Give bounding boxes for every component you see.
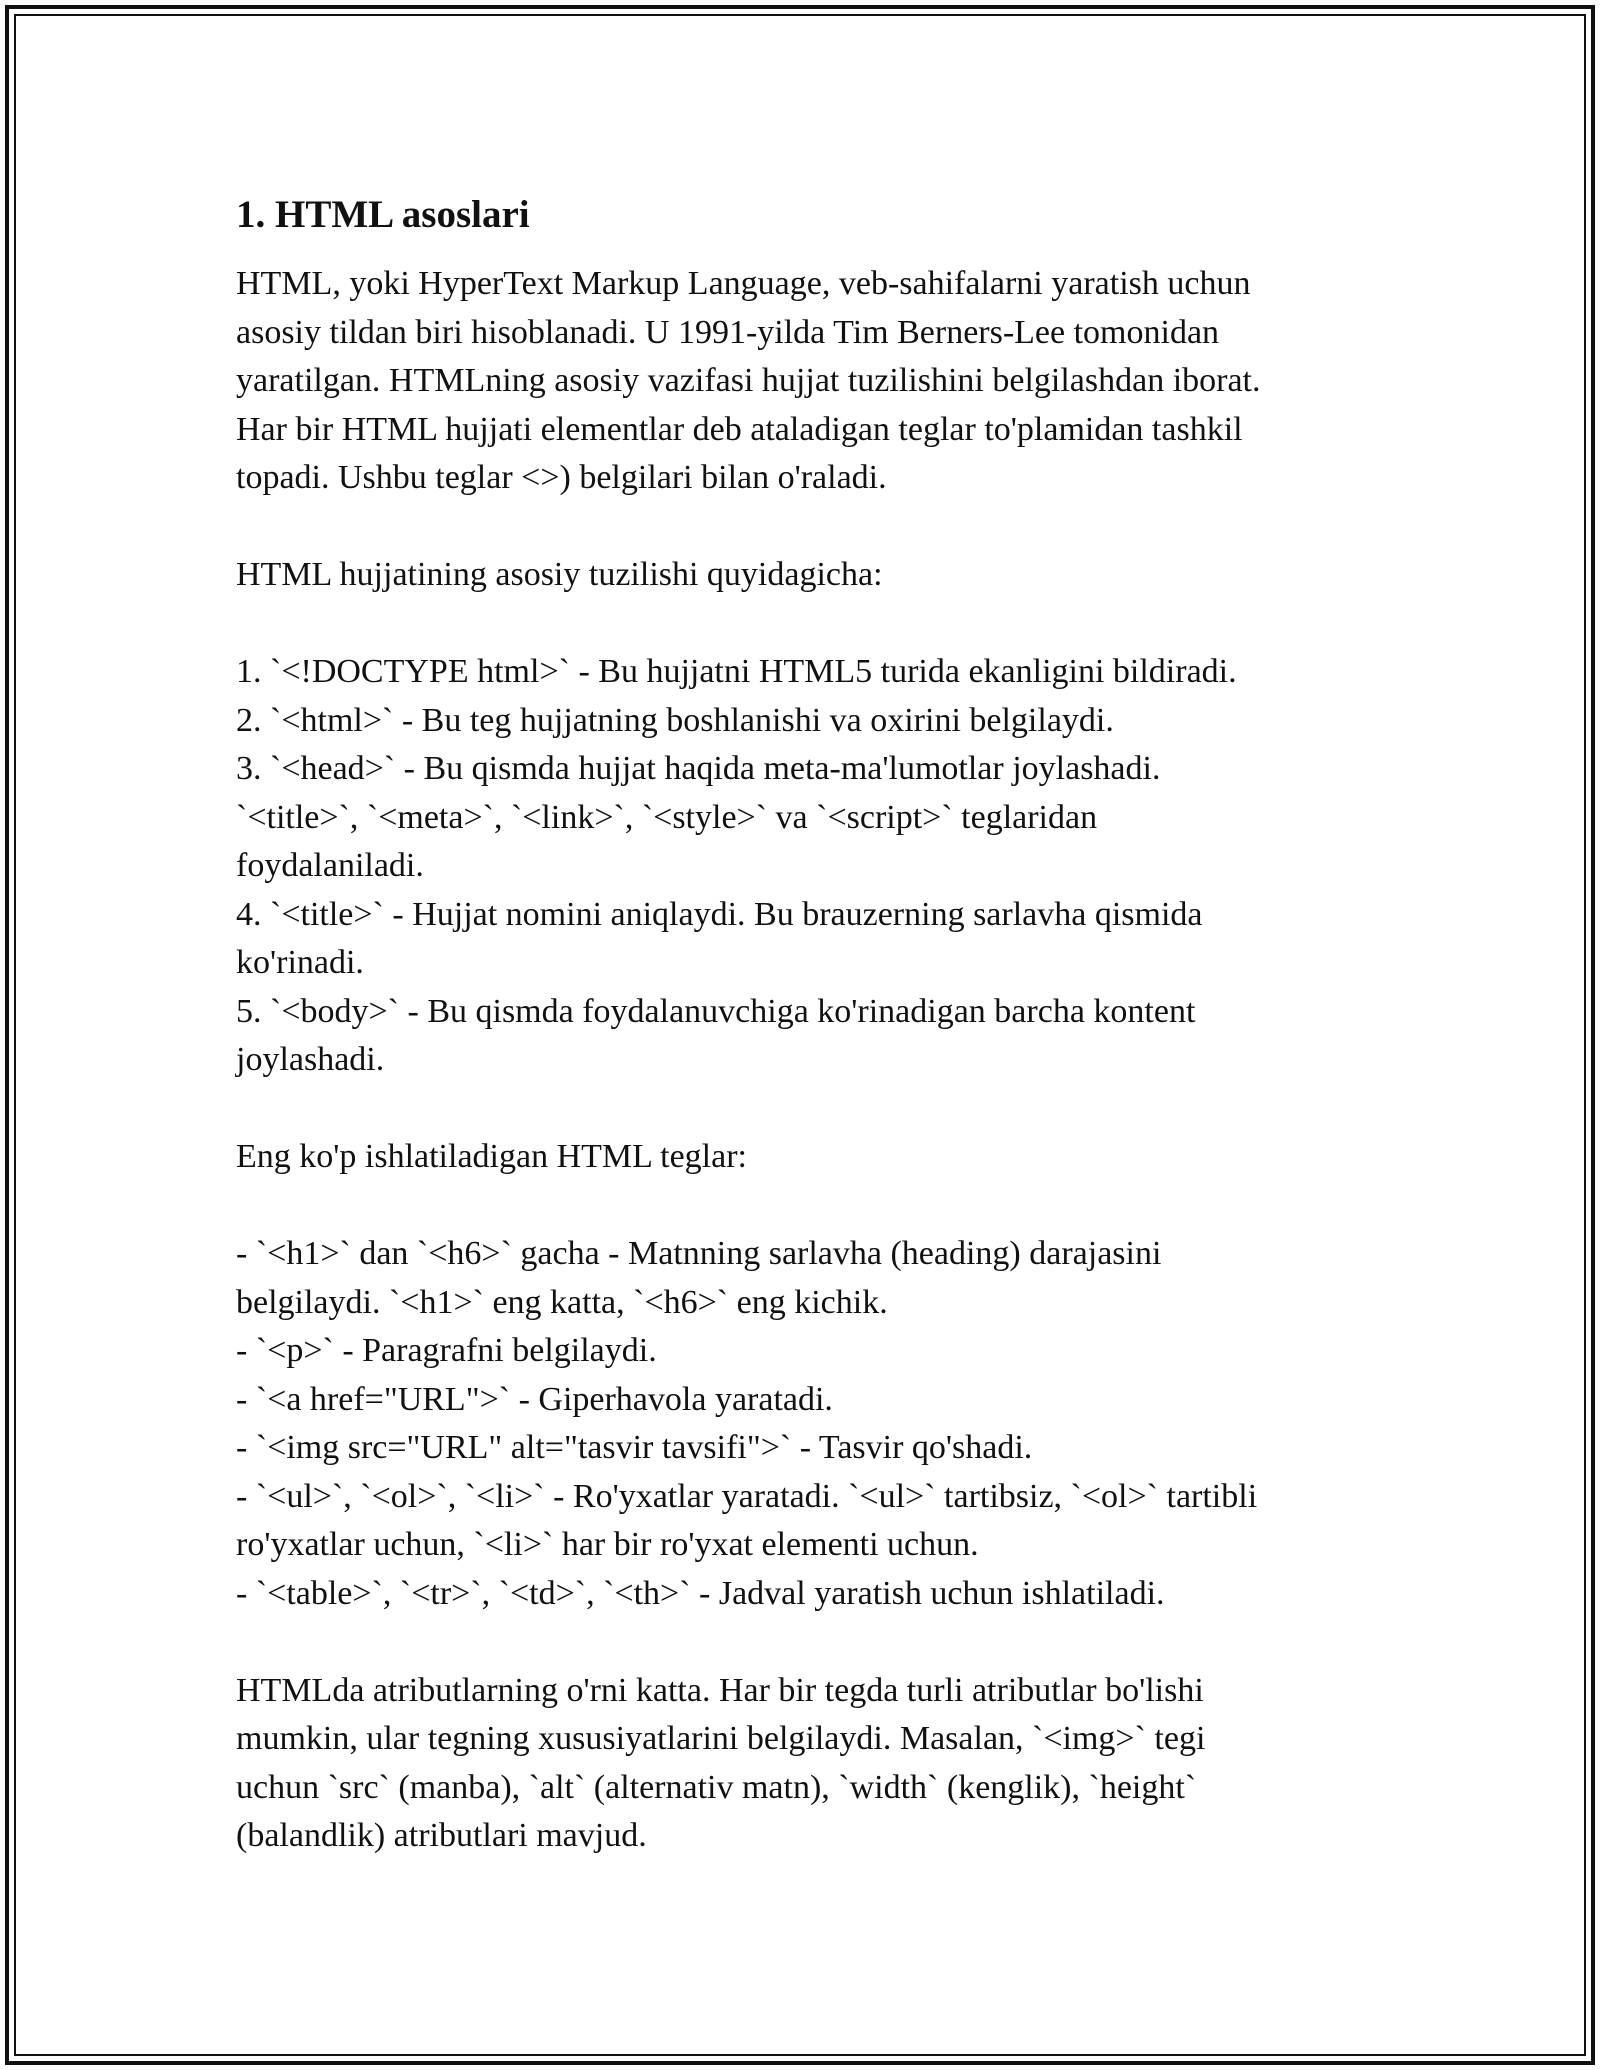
paragraph-attributes: [236, 1667, 1386, 1861]
text-line: mumkin, ular tegning xususiyatlarini belgilaydi. Masalan, `<img>` tegi: [236, 1720, 1206, 1757]
list-item: 1. `<!DOCTYPE html>` - Bu hujjatni HTML5 turida ekanligini bildiradi.: [236, 653, 1237, 690]
paragraph-intro: [236, 260, 1386, 503]
list-item: - `<ul>`, `<ol>`, `<li>` - Ro'yxatlar yaratadi. `<ul>` tartibsiz, `<ol>` tartibli: [236, 1477, 1258, 1515]
list-item: - `<img src="URL" alt="tasvir tavsifi">` - Tasvir qo'shadi.: [236, 1429, 1033, 1466]
text-line: (balandlik) atributlari mavjud.: [236, 1817, 647, 1854]
section-heading: 1. HTML asoslari: [236, 193, 530, 236]
text-line: topadi. Ushbu teglar <>) belgilari bilan o'raladi.: [236, 459, 887, 496]
text-line: Eng ko'p ishlatiladigan HTML teglar:: [236, 1138, 747, 1175]
text-line: Har bir HTML hujjati elementlar deb ataladigan teglar to'plamidan tashkil: [236, 410, 1243, 448]
text-line: asosiy tildan biri hisoblanadi. U 1991-yilda Tim Berners-Lee tomonidan: [236, 313, 1220, 351]
common-tags-list: [236, 1230, 1386, 1618]
list-item: - `<h1>` dan `<h6>` gacha - Matnning sarlavha (heading) darajasini: [236, 1235, 1162, 1272]
list-item: - `<p>` - Paragrafni belgilaydi.: [236, 1332, 657, 1369]
structure-list: [236, 648, 1386, 1085]
text-line: HTMLda atributlarning o'rni katta. Har bir tegda turli atributlar bo'lishi: [236, 1671, 1204, 1709]
list-item-continuation: belgilaydi. `<h1>` eng katta, `<h6>` eng kichik.: [236, 1283, 888, 1321]
list-item-continuation: `<title>`, `<meta>`, `<link>`, `<style>` va `<script>` teglaridan: [236, 798, 1098, 836]
paragraph-common-tags-intro: [236, 1133, 1386, 1182]
paragraph-structure-intro: [236, 551, 1386, 600]
list-item-continuation: ro'yxatlar uchun, `<li>` har bir ro'yxat elementi uchun.: [236, 1526, 979, 1563]
text-line: yaratilgan. HTMLning asosiy vazifasi hujjat tuzilishini belgilashdan iborat.: [236, 362, 1261, 399]
list-item: 3. `<head>` - Bu qismda hujjat haqida meta-ma'lumotlar joylashadi.: [236, 750, 1161, 787]
list-item: 4. `<title>` - Hujjat nomini aniqlaydi. Bu brauzerning sarlavha qismida: [236, 895, 1203, 933]
document-body: [236, 190, 1386, 1909]
text-line: uchun `src` (manba), `alt` (alternativ matn), `width` (kenglik), `height`: [236, 1768, 1197, 1806]
list-item-continuation: foydalaniladi.: [236, 847, 424, 884]
list-item: 5. `<body>` - Bu qismda foydalanuvchiga ko'rinadigan barcha kontent: [236, 992, 1196, 1030]
list-item-continuation: joylashadi.: [236, 1041, 385, 1078]
list-item-continuation: ko'rinadi.: [236, 944, 364, 981]
list-item: - `<a href="URL">` - Giperhavola yaratadi.: [236, 1380, 833, 1418]
list-item: 2. `<html>` - Bu teg hujjatning boshlanishi va oxirini belgilaydi.: [236, 701, 1114, 739]
text-line: HTML hujjatining asosiy tuzilishi quyidagicha:: [236, 556, 883, 593]
list-item: - `<table>`, `<tr>`, `<td>`, `<th>` - Jadval yaratish uchun ishlatiladi.: [236, 1574, 1165, 1612]
text-line: HTML, yoki HyperText Markup Language, veb-sahifalarni yaratish uchun: [236, 265, 1251, 302]
